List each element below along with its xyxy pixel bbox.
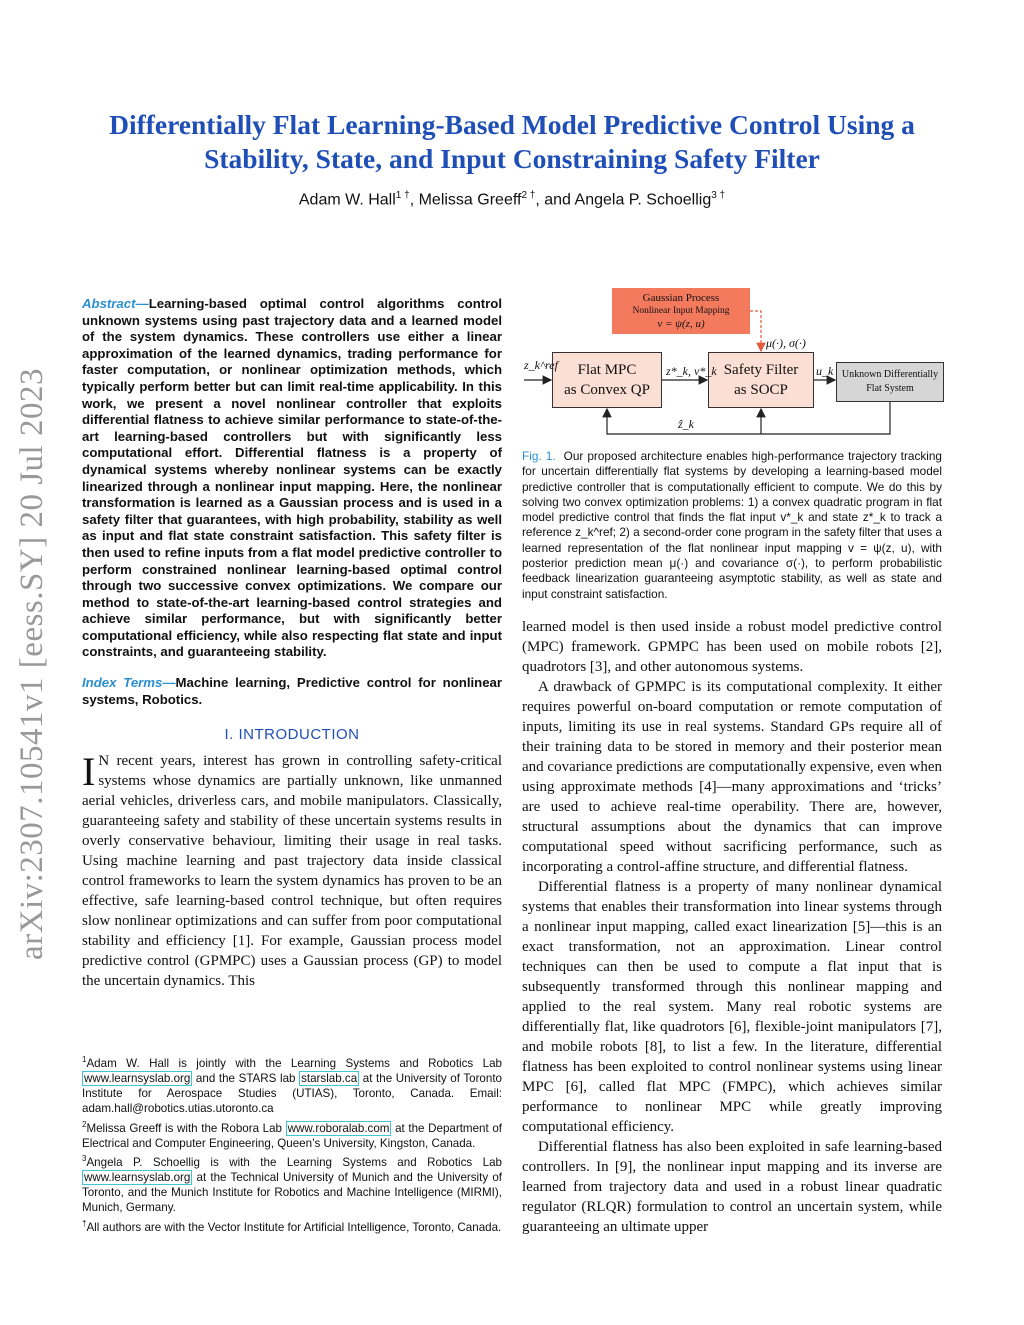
footnote-text: Angela P. Schoellig is with the Learning Systems and Robotics Lab: [86, 1155, 502, 1169]
lab-link[interactable]: www.learnsyslab.org: [84, 1072, 191, 1086]
mpc-sublabel: as Convex QP: [564, 382, 650, 398]
index-terms: [82, 675, 502, 708]
abstract-label: Abstract: [82, 296, 136, 311]
body-paragraph: learned model is then used inside a robust model predictive control (MPC) framework. GPMPC has been used on mobile robots [2], quadrotors [3], and other autonomous systems.: [522, 619, 942, 675]
safety-filter-sublabel: as SOCP: [734, 382, 788, 398]
index-terms-label: Index Terms: [82, 675, 163, 691]
author-list: [60, 190, 964, 209]
footnote-text: and the STARS lab: [192, 1072, 300, 1086]
control-input-label: u_k: [816, 364, 834, 378]
index-terms-text: Machine learning, Predictive control for nonlinear systems, Robotics.: [82, 675, 503, 707]
abstract: [82, 296, 502, 661]
architecture-figure: [522, 288, 946, 436]
abstract-dash: —: [135, 296, 149, 311]
mean-covariance-label: μ(·), σ(·): [766, 336, 806, 350]
author-separator: ,: [409, 191, 419, 209]
footnote-text: at the Department of Electrical and Computer Engineering, Queen’s University, Kingston, Canada.: [82, 1121, 502, 1150]
gp-title: Gaussian Process: [642, 291, 720, 304]
footnote: [82, 1151, 502, 1216]
gp-equation: v = ψ(z, u): [657, 317, 705, 330]
lab-link[interactable]: www.learnsyslab.org: [84, 1171, 191, 1184]
system-sublabel: Flat System: [866, 383, 914, 394]
safety-filter-block: [708, 352, 814, 408]
gp-subtitle: Nonlinear Input Mapping: [632, 305, 730, 316]
caption-label: Fig. 1.: [522, 449, 556, 463]
gaussian-process-block: [612, 288, 750, 334]
left-column: [82, 296, 502, 991]
right-column: [522, 617, 942, 1237]
flat-mpc-block: [552, 352, 662, 408]
author-separator: , and: [535, 191, 575, 209]
body-paragraph: Differential flatness is a property of many nonlinear dynamical systems that enables their transformation into linear systems through a nonlinear input mapping, called exact linearization [5]—this is an exact transformation, not an approximation. Linear control techniques can then be used to compute a flat input that is subsequently transformed through this nonlinear mapping and applied to the real system. Many real robotic systems are differentially flat, like quadrotors [6], flexible-joint manipulators [7], and mobile robots [8], to list a few. In the literature, differential flatness has been exploited to control nonlinear systems using linear MPC [6], called flat MPC (FMPC), which achieves similar performance to nonlinear MPC while greatly improving computational efficiency.: [522, 879, 942, 1135]
section-heading: I. INTRODUCTION: [224, 726, 360, 744]
footnote-text: All authors are with the Vector Institute for Artificial Intelligence, Toronto, Canada.: [86, 1220, 502, 1234]
footnote-text: Melissa Greeff is with the Robora Lab: [86, 1121, 286, 1135]
author-name: Adam W. Hall: [298, 191, 396, 209]
figure-caption: [522, 449, 942, 602]
footnote-text: at the University of Toronto Institute for Aerospace Studies (UTIAS), Toronto, Canada. Email: adam.hall@robotics.utias.utoronto.ca: [82, 1072, 502, 1116]
author-name: Melissa Greeff: [418, 191, 522, 209]
lab-link[interactable]: starslab.ca: [301, 1072, 358, 1086]
footnote: [82, 1117, 502, 1151]
footnote-text: at the Technical University of Munich and the University of Toronto, and the Munich Institute for Robotics and Machine Intelligence (MIRMI), Munich, Germany.: [82, 1171, 502, 1215]
body-paragraph: A drawback of GPMPC is its computational complexity. It either requires powerful on-board computation or remote computation of inputs, limiting its use in real systems. Standard GPs require all of their training data to be stored in memory and their posterior mean and covariance predictions are computationally expensive, even when using approximate methods [4]—many approximations and ‘tricks’ are used to achieve real-time operability. There are, however, structural assumptions about the dynamics that can improve computational speed without sacrificing performance, such as incorporating a control-affine structure, and differential flatness.: [522, 679, 942, 875]
gp-prediction-arrow: [750, 311, 761, 351]
footnote-mark: †: [82, 1218, 87, 1228]
paper-title: Differentially Flat Learning-Based Model Predictive Control Using a Stability, State, and Input Constraining Safety Filter: [109, 109, 915, 174]
footnotes: [82, 1052, 502, 1235]
intro-text: N recent years, interest has grown in controlling safety-critical systems whose dynamics are partially unknown, like unmanned aerial vehicles, driverless cars, and mobile manipulators. Classically, guaranteeing safety and stability of these uncertain systems results in overly conservative behaviour, limiting their usage in real tasks. Using machine learning and past trajectory data inside classical control frameworks to learn the system dynamics has proven to be an effective, safe learning-based control technique, but often requires slow nonlinear optimizations and can suffer from poor computational stability and efficiency [1]. For example, Gaussian process model predictive control (GPMPC) uses a Gaussian process (GP) to model the uncertain dynamics. This: [82, 753, 502, 990]
footnote: [82, 1052, 502, 1117]
arxiv-identifier: arXiv:2307.10541v1 [eess.SY] 20 Jul 2023: [14, 368, 50, 960]
state-estimate-label: ẑ_k: [678, 417, 694, 431]
footnote-mark: 1: [82, 1055, 87, 1064]
drop-cap: I: [82, 749, 96, 795]
intro-paragraph: [82, 751, 502, 991]
safety-filter-label: Safety Filter: [723, 362, 799, 378]
index-terms-dash: —: [162, 675, 176, 691]
abstract-text: Learning-based optimal control algorithms control unknown systems using past trajectory data and a learned model of the system dynamics. These controllers use either a linear approximation of the learned dynamics, trading performance for faster computation, or nonlinear optimization methods, which typically perform better but can limit real-time applicability. In this work, we present a novel nonlinear controller that exploits differential flatness to achieve similar performance to state-of-the-art learning-based controllers but with significantly less computational effort. Differential flatness is a property of dynamical systems whereby nonlinear systems can be exactly linearized through a nonlinear input mapping. Here, the nonlinear transformation is learned as a Gaussian process and is used in a safety filter that guarantees, with high probability, stability as well as input and flat state constraint satisfaction. This safety filter is then used to refine inputs from a flat model predictive controller to perform constrained nonlinear learning-based optimal control through two successive convex optimizations. We compare our method to state-of-the-art learning-based control strategies and achieve similar performance, but with significantly better computational efficiency, while also respecting flat state and input constraints, and guaranteeing stability.: [82, 296, 502, 660]
body-paragraph: Differential flatness has also been exploited in safe learning-based controllers. In [9], the nonlinear input mapping and its inverse are learned from trajectory data and used in a robust linear quadratic regulator (RLQR) formulation to control an uncertain system, while guaranteeing an ultimate upper: [522, 1139, 942, 1235]
system-block: [836, 362, 944, 402]
footnote: [82, 1216, 502, 1235]
footnote-text: Adam W. Hall is jointly with the Learning Systems and Robotics Lab: [86, 1056, 502, 1070]
reference-label: z_k^ref: [524, 358, 558, 372]
footnote-mark: 2: [82, 1119, 87, 1129]
flat-state-input-label: z*_k, v*_k: [666, 364, 717, 378]
caption-text: Our proposed architecture enables high-performance trajectory tracking for uncertain differentially flat systems by developing a learning-based model predictive controller that is computationally efficient to compute. We do this by solving two convex optimization problems: 1) a convex quadratic program in flat model predictive control that finds the flat input v*_k and state z*_k to track a reference z_k^ref; 2) a second-order cone program in the safety filter that uses a learned representation of the flat nonlinear input mapping v = ψ(z, u), with posterior prediction mean μ(·) and covariance σ(·), to perform probabilistic feedback linearization guaranteeing asymptotic stability, as well as state and input constraint satisfaction.: [522, 449, 942, 601]
footnote-mark: 3: [82, 1153, 87, 1163]
author-name: Angela P. Schoellig: [574, 191, 712, 209]
lab-link[interactable]: www.roboralab.com: [287, 1121, 390, 1135]
author-affiliation-mark: 3 †: [711, 190, 726, 201]
author-affiliation-mark: 2 †: [521, 190, 536, 201]
author-affiliation-mark: 1 †: [395, 190, 410, 201]
system-label: Unknown Differentially: [841, 369, 939, 380]
mpc-label: Flat MPC: [577, 362, 637, 378]
